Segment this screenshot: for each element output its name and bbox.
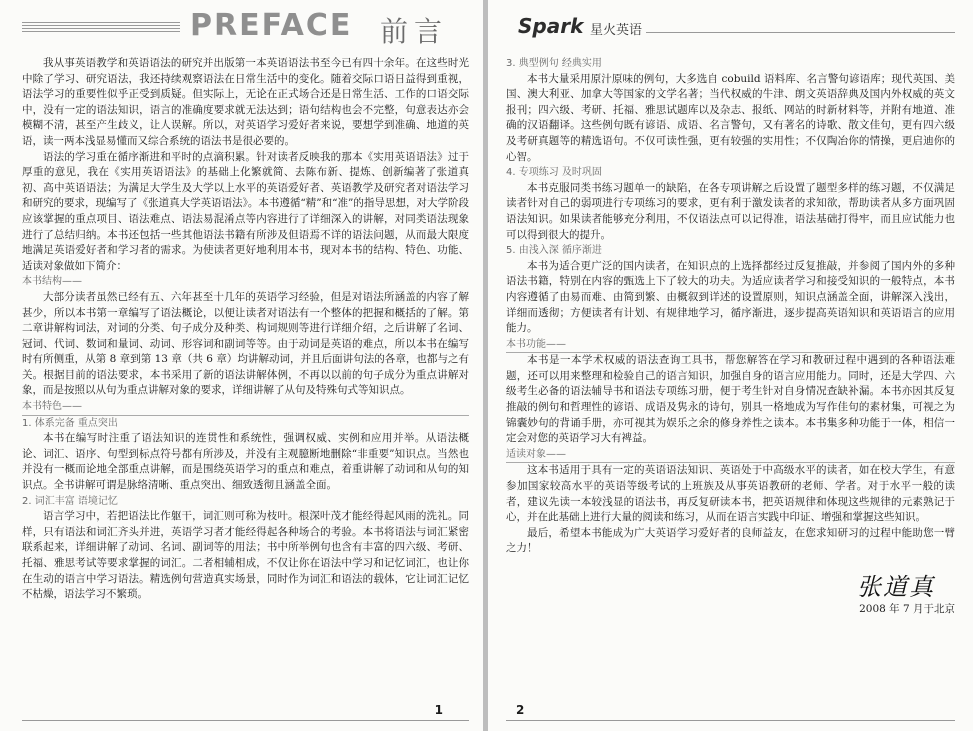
decorative-stripes bbox=[22, 22, 180, 34]
date-place: 2008 年 7 月于北京 bbox=[859, 603, 955, 615]
paragraph: 本书克服同类书练习题单一的缺陷，在各专项讲解之后设置了题型多样的练习题，不仅满足读者针对自己的弱项进行专项练习的要求，更有利于激发读者的求知欲，帮助读者从多方面巩固语法知识。如果读者能够充分利用，不仅语法点可以记得准，语法基础打得牢，而且应试能力也可以得到很大的提升。 bbox=[506, 181, 955, 241]
preface-header bbox=[22, 0, 469, 56]
paragraph: 我从事英语教学和英语语法的研究并出版第一本英语语法书至今已有四十余年。在这些时光中除了学习、研究语法，我还持续观察语法在日常生活中的变化。随着交际口语日益得到重视，语法学习的重要性似乎正受到质疑。但实际上，无论在正式场合还是日常生活、工作的口语交际中，没有一定的语法知识，语言的准确度要求就无法达到；语句结构也会不完整，句意表达亦会模糊不清，甚至产生歧义，让人误解。所以，对英语学习爱好者来说，要想学到准确、地道的英语，读一两本浅显易懂而又综合系统的语法书是很必要的。 bbox=[22, 57, 469, 147]
preface-title: PREFACE bbox=[190, 8, 353, 43]
paragraph: 本书在编写时注重了语法知识的连贯性和系统性，强调权威、实例和应用并举。从语法概论、词汇、语序、句型到标点符号都有所涉及，并没有主观臆断地删除“非重要”知识点。当然也并没有一概而论地全部重点讲解，而是围绕英语学习的重点和难点，着重讲解了动词和从句的知识点。全书讲解可谓是脉络清晰、重点突出、细致透彻且涵盖全面。 bbox=[22, 432, 469, 492]
section-heading: 4. 专项练习 及时巩固 bbox=[506, 167, 602, 179]
paragraph: 本书大量采用原汁原味的例句，大多选自 cobuild 语料库、名言警句谚语库；现代英国、美国、澳大利亚、加拿大等国家的文学名著；当代权威的牛津、朗文英语辞典及国内外权威的英文报刊；四六级、考研、托福、雅思试题库以及杂志、报纸、网站的时新材料等，并附有地道、准确的汉语翻译。这些例句既有谚语、成语、名言警句，又有著名的诗歌、散文佳句，更有四六级及考研真题等的精选语句。不仅可读性强，更有较强的实用性；不仅陶冶你的情操，更启迪你的心智。 bbox=[506, 72, 955, 163]
page-number: 2 bbox=[516, 703, 525, 717]
section-heading: 3. 典型例句 经典实用 bbox=[506, 58, 602, 69]
right-page bbox=[488, 0, 973, 731]
section-heading: 本书特色—— bbox=[22, 399, 469, 416]
author-signature: 张道真 bbox=[857, 573, 935, 601]
paragraph: 大部分读者虽然已经有五、六年甚至十几年的英语学习经验，但是对语法所涵盖的内容了解甚少，所以本书第一章编写了语法概论，以便让读者对语法有一个整体的把握和概括的了解。第二章讲解构词法，对词的分类、句子成分及种类、构词规则等进行详细介绍，之后讲解了名词、冠词、代词、数词和量词、动词、形容词和副词等等。由于动词是英语的难点，所以本书在编写时有所侧重，从第 8 章到第 13 章（共 6 章）均讲解动词，并且后面讲句法的各章，也都与之有关。根据目前的语法要求，本书采用了新的语法讲解体例，不再以以前的句子成分为重点讲解对象，而是按照以从句为重点讲解对象的要求，详细讲解了从句及特殊句式等知识点。 bbox=[22, 290, 469, 397]
left-page bbox=[0, 0, 483, 731]
section-heading: 适读对象—— bbox=[506, 447, 955, 464]
footer-rule bbox=[22, 720, 469, 721]
left-body-text bbox=[22, 56, 469, 603]
right-body-text bbox=[506, 56, 955, 557]
paragraph: 这本书适用于具有一定的英语语法知识、英语处于中高级水平的读者，如在校大学生，有意参加国家较高水平的英语等级考试的上班族及从事英语教研的老师、学者。对于水平一般的读者，建议先读一本较浅显的语法书，再反复研读本书，把英语规律和体现这些规律的元素熟记于心，并在此基础上进行大量的阅读和练习，从而在语言实践中印证、增强和掌握这些知识。 bbox=[506, 464, 955, 524]
qianyan-title: 前言 bbox=[380, 15, 449, 48]
paragraph: 最后，希望本书能成为广大英语学习爱好者的良师益友，在您求知研习的过程中能助您一臂之力！ bbox=[506, 526, 955, 555]
footer-rule bbox=[506, 720, 955, 721]
header-rule bbox=[646, 32, 955, 33]
section-heading: 1. 体系完备 重点突出 bbox=[22, 417, 118, 429]
section-heading: 5. 由浅入深 循序渐进 bbox=[506, 245, 602, 257]
spark-header bbox=[506, 0, 955, 56]
paragraph: 本书是一本学术权威的语法查询工具书，帮您解答在学习和教研过程中遇到的各种语法难题，还可以用来整理和检验自己的语言知识，加强自身的语言应用能力。同时，还是大学四、六级考生必备的语法辅导书和语法专项练习册，便于考生针对自身情况查缺补漏。本书亦因其反复推敲的例句和哲理性的谚语、成语及隽永的诗句，别具一格地成为写作佳句的素材集，可视之为锦囊妙句的背诵手册，亦可视其为娱乐之余的修身养性之读本。本书集多种功能于一体，相信一定会对您的英语学习大有裨益。 bbox=[506, 354, 955, 445]
page-number: 1 bbox=[434, 703, 443, 717]
paragraph: 语法的学习重在循序渐进和平时的点滴积累。针对读者反映我的那本《实用英语语法》过于厚重的意见，我在《实用英语语法》的基础上化繁就简、去陈布新、提炼、创新编著了张道真初、高中英语语法；为满足大学生及大学以上水平的英语爱好者、英语教学及研究者对语法学习和研究的要求，现编写了《张道真大学英语语法》。本书遵循“精”和“准”的指导思想，对大学阶段应该掌握的重点项目、语法难点、语法易混淆点等内容进行了详细深入的讲解，对同类语法现象进行了总结归纳。本书还包括一些其他语法书籍有所涉及但语焉不详的语法问题，从而最大限度地满足英语爱好者和学习者的需求。为使读者更好地利用本书，现对本书的结构、特色、功能、适读对象做如下简介： bbox=[22, 150, 469, 272]
section-heading: 2. 词汇丰富 语境记忆 bbox=[22, 495, 118, 507]
section-heading: 本书结构—— bbox=[22, 276, 82, 288]
section-heading: 本书功能—— bbox=[506, 337, 955, 354]
paragraph: 本书为适合更广泛的国内读者，在知识点的上选择都经过反复推敲，并参阅了国内外的多种语法书籍，特别在内容的甄选上下了较大的功夫。为适应读者学习和接受知识的一般特点，本书内容遵循了由易而难、由简到繁、由概叙到详述的设置原则，知识点涵盖全面，讲解深入浅出，详细而透彻；方便读者有计划、有规律地学习，循序渐进，逐步提高英语知识和英语语言的应用能力。 bbox=[506, 259, 955, 335]
spark-logo-subtitle: 星火英语 bbox=[590, 23, 643, 38]
paragraph: 语言学习中，若把语法比作躯干，词汇则可称为枝叶。根深叶茂才能经得起风雨的洗礼。同样，只有语法和词汇齐头并进，英语学习者才能经得起各种场合的考验。本书将语法与词汇紧密联系起来，详细讲解了动词、名词、副词等的用法；书中所举例句也含有丰富的四六级、考研、托福、雅思考试等要求掌握的词汇。二者相辅相成，不仅让你在语法中学习和记忆词汇，也让你在生动的语言中学习语法。精选例句营造真实场景，同时作为词汇和语法的载体，它让词汇记忆不枯燥，语法学习不繁琐。 bbox=[22, 510, 469, 601]
spark-logo: Spark bbox=[518, 14, 584, 38]
